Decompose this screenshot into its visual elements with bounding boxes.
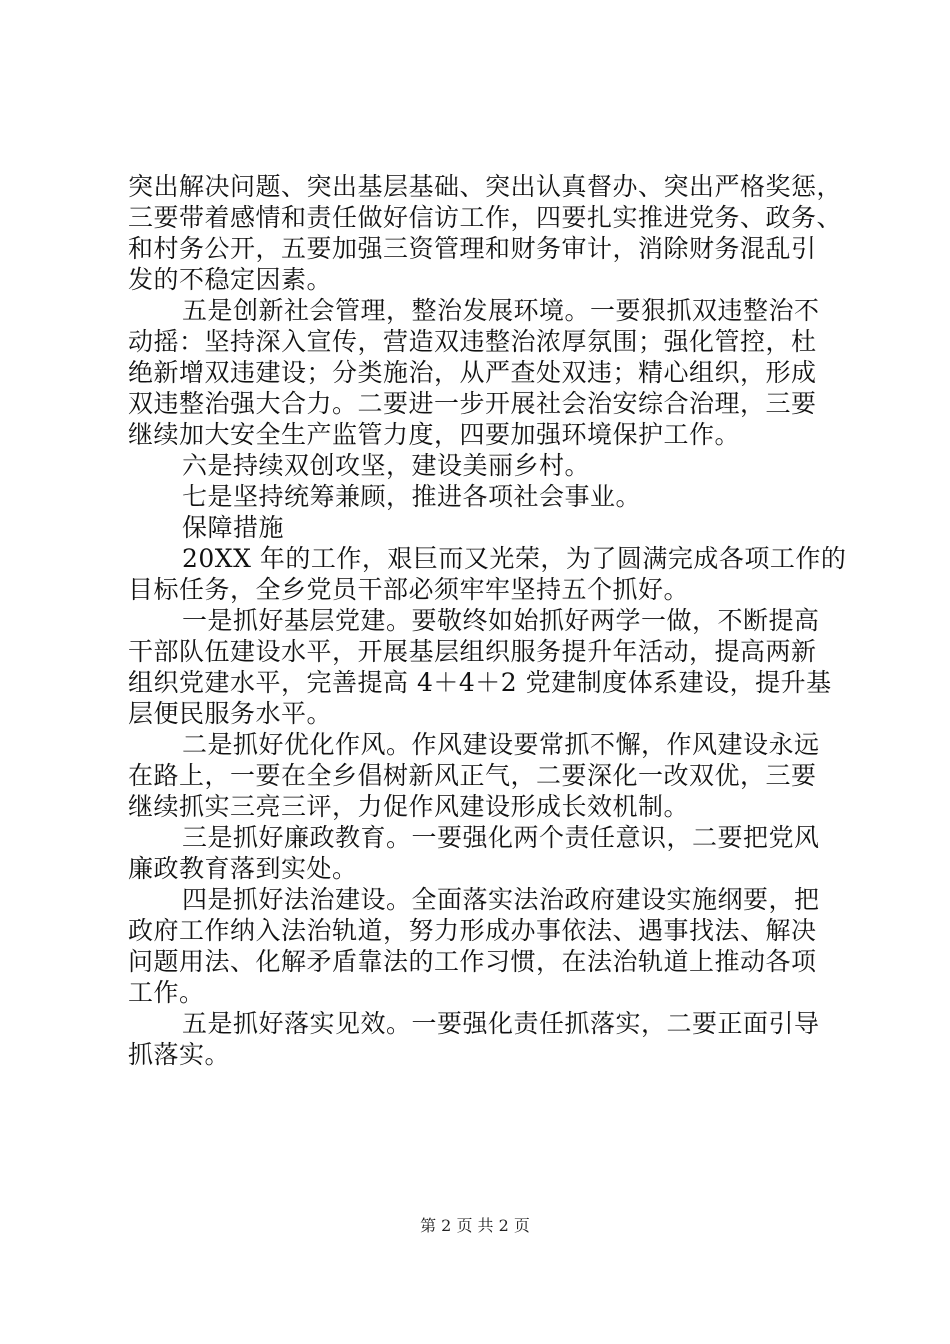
text-line: 问题用法、化解矛盾靠法的工作习惯，在法治轨道上推动各项 [128, 947, 817, 976]
paragraph-start-line: 五是创新社会管理，整治发展环境。一要狠抓双违整治不 [182, 296, 820, 325]
text-line: 继续加大安全生产监管力度，四要加强环境保护工作。 [128, 420, 741, 449]
text-line: 工作。 [128, 978, 205, 1007]
body-text [128, 171, 848, 1070]
text-line: 和村务公开，五要加强三资管理和财务审计，消除财务混乱引 [128, 234, 817, 263]
paragraph-start-line: 七是坚持统筹兼顾，推进各项社会事业。 [182, 482, 642, 511]
paragraph-start-line: 五是抓好落实见效。一要强化责任抓落实，二要正面引导 [182, 1009, 820, 1038]
paragraph-start-line: 一是抓好基层党建。要敬终如始抓好两学一做，不断提高 [182, 606, 820, 635]
paragraph-start-line: 20XX 年的工作，艰巨而又光荣，为了圆满完成各项工作的 [182, 544, 847, 573]
text-line: 继续抓实三亮三评，力促作风建设形成长效机制。 [128, 792, 690, 821]
text-line: 政府工作纳入法治轨道，努力形成办事依法、遇事找法、解决 [128, 916, 817, 945]
text-line: 动摇：坚持深入宣传，营造双违整治浓厚氛围；强化管控，杜 [128, 327, 817, 356]
text-line: 双违整治强大合力。二要进一步开展社会治安综合治理，三要 [128, 389, 817, 418]
paragraph-start-line: 六是持续双创攻坚，建设美丽乡村。 [182, 451, 591, 480]
text-line: 目标任务，全乡党员干部必须牢牢坚持五个抓好。 [128, 575, 690, 604]
text-line: 组织党建水平，完善提高 4＋4＋2 党建制度体系建设，提升基 [128, 668, 832, 697]
paragraph-start-line: 四是抓好法治建设。全面落实法治政府建设实施纲要，把 [182, 885, 820, 914]
text-line: 发的不稳定因素。 [128, 265, 333, 294]
paragraph-start-line: 二是抓好优化作风。作风建设要常抓不懈，作风建设永远 [182, 730, 820, 759]
text-line: 廉政教育落到实处。 [128, 854, 358, 883]
text-line: 三要带着感情和责任做好信访工作，四要扎实推进党务、政务、 [128, 203, 843, 232]
page-footer: 第 2 页 共 2 页 [420, 1216, 530, 1235]
text-line: 突出解决问题、突出基层基础、突出认真督办、突出严格奖惩， [128, 172, 843, 201]
text-line: 干部队伍建设水平，开展基层组织服务提升年活动，提高两新 [128, 637, 817, 666]
text-line: 在路上，一要在全乡倡树新风正气，二要深化一改双优，三要 [128, 761, 817, 790]
text-line: 抓落实。 [128, 1040, 231, 1069]
section-heading: 保障措施 [182, 513, 285, 542]
text-line: 绝新增双违建设；分类施治，从严查处双违；精心组织，形成 [128, 358, 817, 387]
paragraph-start-line: 三是抓好廉政教育。一要强化两个责任意识，二要把党风 [182, 823, 820, 852]
text-line: 层便民服务水平。 [128, 699, 333, 728]
